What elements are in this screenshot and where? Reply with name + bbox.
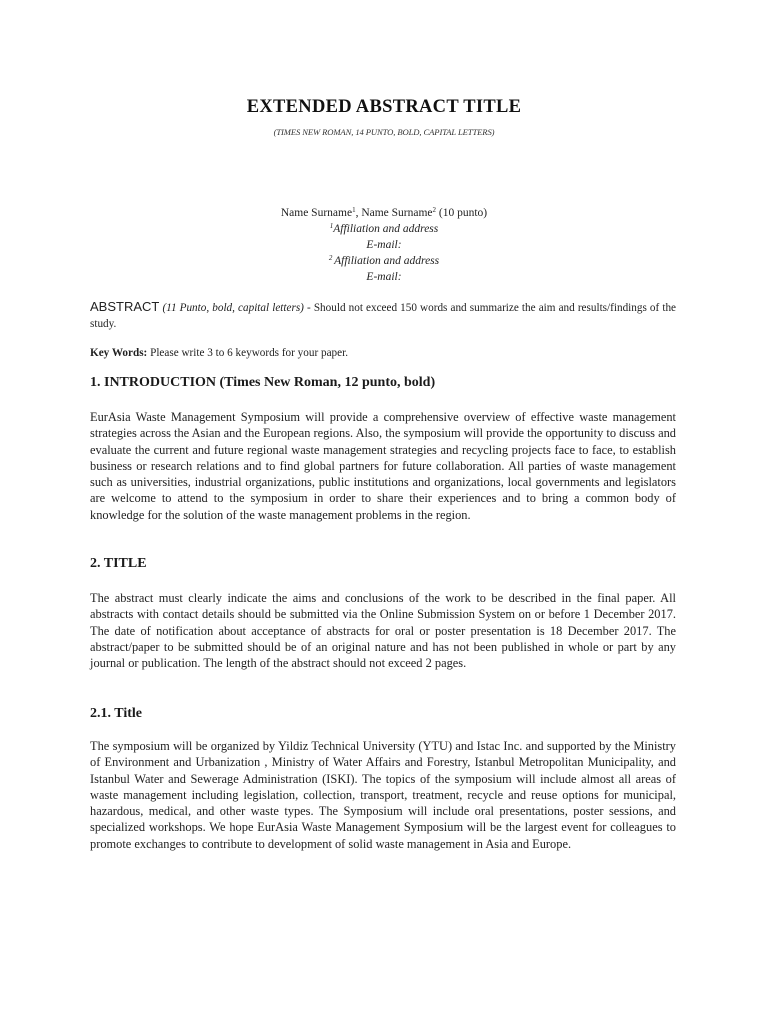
affiliation-1-superscript: 1	[329, 222, 334, 230]
author-names	[0, 205, 768, 221]
author-block	[0, 205, 768, 285]
section-heading-title: 2. TITLE	[90, 556, 147, 571]
keywords-line	[90, 345, 676, 361]
subsection-paragraph-title: The symposium will be organized by Yildiz Technical University (YTU) and Istac Inc. and supported by the Ministry of Environment and Urbanization , Ministry of Water Affairs and Forestry, Istanbul Metropolitan Municipality, and Istanbul Water and Sewerage Administration (ISKI). The topics of the symposium will include almost all areas of waste management including legislation, collection, transport, treatment, recycle and reuse options for municipal, hazardous, medical, and other waste types. The Symposium will include oral presentations, poster sessions, and specialized workshops. We hope EurAsia Waste Management Symposium will be the largest event for colleagues to promote exchanges to contribute to development of solid waste management in Asia and Europe.	[90, 739, 676, 851]
keywords-text: Please write 3 to 6 keywords for your paper.	[147, 347, 348, 359]
section-heading-introduction: 1. INTRODUCTION (Times New Roman, 12 punto, bold)	[90, 375, 436, 390]
author-size-note: (10 punto)	[436, 207, 488, 219]
abstract-label: ABSTRACT	[90, 299, 160, 314]
abstract-text: - Should not exceed 150 words and summarize the aim and results/findings of the study.	[90, 302, 676, 330]
abstract-paragraph	[90, 299, 676, 332]
author-name-1: Name Surname	[280, 207, 353, 219]
section-paragraph-introduction: EurAsia Waste Management Symposium will provide a comprehensive overview of effective waste management strategies across the Asian and the European regions. Also, the symposium will provide the opportunity to discuss and evaluate the current and future regional waste management strategies and recycling projects face to face, to establish business or research relations and to find global partners for future collaboration. All parties of waste management such as universities, industrial organizations, public institutions and organizations, local governments and legislators are welcome to attend to the symposium in order to share their experiences and to bring a common body of knowledge for the solution of the waste management problems in the region.	[90, 410, 676, 522]
author-name-2: Name Surname	[361, 207, 433, 219]
title-format-note: (TIMES NEW ROMAN, 14 PUNTO, BOLD, CAPITAL LETTERS)	[273, 127, 495, 137]
author-1-superscript: 1	[352, 206, 356, 214]
section-paragraph-title: The abstract must clearly indicate the aims and conclusions of the work to be described in the final paper. All abstracts with contact details should be submitted via the Online Submission System on or before 1 December 2017. The date of notification about acceptance of abstracts for oral or poster presentation is 18 December 2017. The abstract/paper to be submitted should be of an original nature and has not been published in whole or part by any journal or publication. The length of the abstract should not exceed 2 pages.	[90, 591, 676, 671]
affiliation-2-text: Affiliation and address	[334, 255, 440, 267]
email-1: E-mail:	[366, 239, 402, 251]
affiliation-2-superscript: 2	[328, 254, 335, 262]
subsection-heading-title: 2.1. Title	[90, 706, 142, 721]
document-title: EXTENDED ABSTRACT TITLE	[246, 97, 522, 117]
author-separator: ,	[355, 207, 362, 219]
affiliation-2	[0, 253, 768, 269]
keywords-label: Key Words:	[90, 347, 148, 359]
author-2-superscript: 2	[432, 206, 437, 214]
abstract-format-note: (11 Punto, bold, capital letters)	[162, 302, 304, 314]
affiliation-1-text: Affiliation and address	[333, 223, 439, 235]
email-2: E-mail:	[366, 271, 402, 283]
affiliation-1	[0, 221, 768, 237]
